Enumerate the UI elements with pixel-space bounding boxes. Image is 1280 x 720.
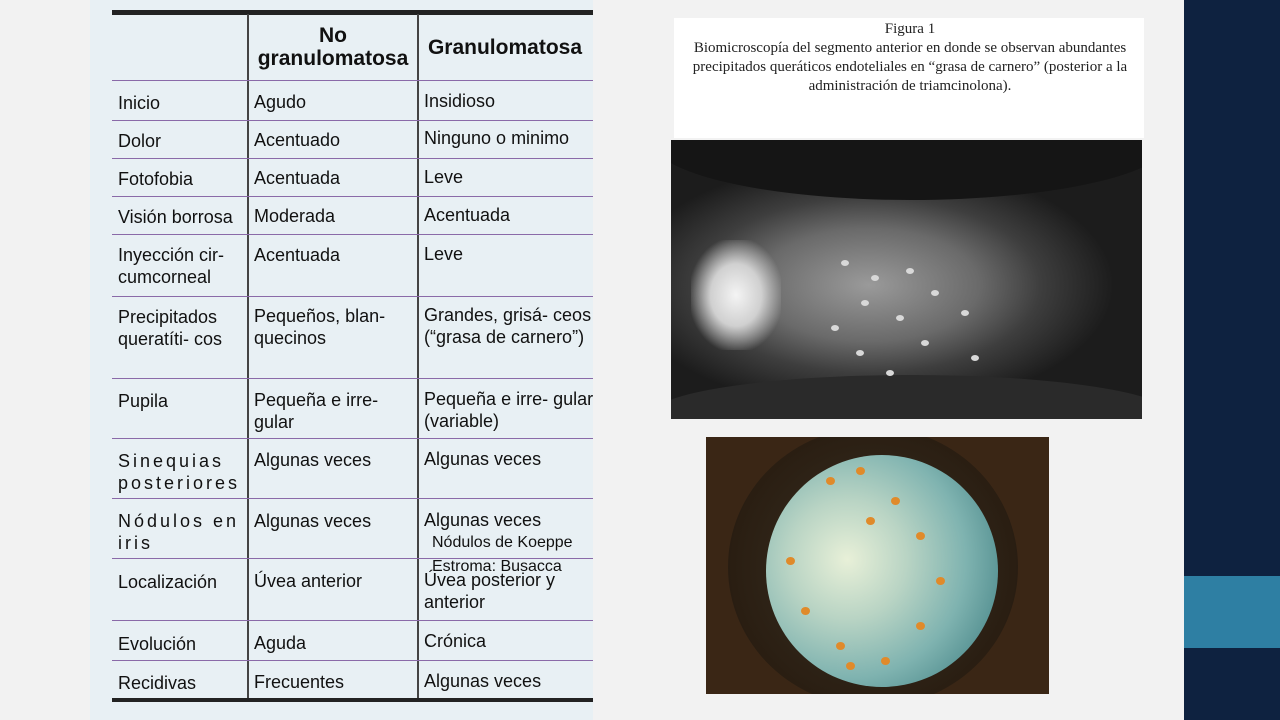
- table-row-divider: [112, 120, 593, 121]
- right-accent-block: [1184, 576, 1280, 648]
- figure-caption: [680, 20, 1140, 96]
- cell-no-gran: Acentuada: [254, 168, 341, 188]
- table-header-no-granulomatosa: No granulomatosa: [257, 24, 409, 70]
- label-koeppe-nodules: Nódulos de Koeppe: [432, 534, 573, 551]
- table-col-divider: [247, 14, 249, 698]
- table-row-divider: [112, 378, 593, 379]
- light-reflex: [691, 240, 781, 350]
- cell-gran: Algunas veces: [424, 449, 542, 469]
- row-label: Localización: [118, 572, 218, 592]
- cell-gran: Acentuada: [424, 205, 511, 225]
- cell-no-gran: Pequeños, blan- quecinos: [254, 306, 386, 348]
- iris-nodule: [916, 622, 925, 630]
- cell-no-gran: Moderada: [254, 206, 336, 226]
- table-row-divider: [112, 498, 593, 499]
- keratic-precipitate: [871, 275, 879, 281]
- table-row-divider: [112, 296, 593, 297]
- figure-title: Figura 1: [884, 21, 936, 37]
- iris-nodule: [786, 557, 795, 565]
- eye-photo-iris-nodules: [706, 437, 1049, 694]
- keratic-precipitate: [971, 355, 979, 361]
- cell-gran: Leve: [424, 244, 464, 264]
- table-row-divider: [112, 234, 593, 235]
- keratic-precipitate: [856, 350, 864, 356]
- table-row-divider: [112, 660, 593, 661]
- iris-nodule: [826, 477, 835, 485]
- iris-nodule: [846, 662, 855, 670]
- cell-no-gran: Acentuada: [254, 245, 341, 265]
- table-row-divider: [112, 620, 593, 621]
- keratic-precipitate: [831, 325, 839, 331]
- row-label: Inyección cir- cumcorneal: [118, 245, 225, 287]
- eye-photo-biomicroscopy: [671, 140, 1142, 419]
- iris-nodule: [801, 607, 810, 615]
- comparison-table: [90, 0, 593, 720]
- row-label: Nódulos en iris: [118, 511, 240, 553]
- cell-no-gran: Pequeña e irre- gular: [254, 390, 379, 432]
- iris-nodule: [866, 517, 875, 525]
- cell-no-gran: Acentuado: [254, 130, 341, 150]
- table-row-divider: [112, 438, 593, 439]
- row-label: Visión borrosa: [118, 207, 233, 227]
- cell-gran: Ninguno o minimo: [424, 128, 570, 148]
- table-row-divider: [112, 196, 593, 197]
- cell-no-gran: Algunas veces: [254, 511, 372, 531]
- table-top-rule: [112, 10, 593, 15]
- cell-gran: Crónica: [424, 631, 487, 651]
- label-busacca-stroma: Estroma: Busacca: [432, 558, 562, 575]
- row-label: Precipitados queratíti- cos: [118, 307, 223, 349]
- eyelid-shadow: [671, 140, 1142, 200]
- iris-nodule: [836, 642, 845, 650]
- cell-no-gran: Frecuentes: [254, 672, 345, 692]
- cell-no-gran: Úvea anterior: [254, 571, 363, 591]
- keratic-precipitate: [931, 290, 939, 296]
- row-label: Dolor: [118, 131, 162, 151]
- keratic-precipitate: [906, 268, 914, 274]
- table-bottom-rule: [112, 698, 593, 702]
- iris-nodule: [936, 577, 945, 585]
- keratic-precipitate: [921, 340, 929, 346]
- keratic-precipitate: [861, 300, 869, 306]
- row-label: Sinequias posteriores: [118, 451, 241, 493]
- iris-nodule: [881, 657, 890, 665]
- cell-gran: Úvea posterior y anterior: [424, 570, 556, 612]
- row-label: Pupila: [118, 391, 169, 411]
- row-label: Recidivas: [118, 673, 197, 693]
- cell-no-gran: Algunas veces: [254, 450, 372, 470]
- cell-gran: Insidioso: [424, 91, 496, 111]
- cornea-lens: [766, 455, 998, 687]
- table-header-granulomatosa: Granulomatosa: [427, 36, 583, 59]
- row-label: Inicio: [118, 93, 161, 113]
- cell-no-gran: Agudo: [254, 92, 307, 112]
- table-col-divider: [417, 14, 419, 698]
- keratic-precipitate: [841, 260, 849, 266]
- table-row-divider: [112, 158, 593, 159]
- figure-caption-text: Biomicroscopía del segmento anterior en donde se observan abundantes precipitados queráticos endoteliales en “grasa de carnero” (posterior a la administración de triamcinolona).: [692, 40, 1128, 94]
- cell-gran: Grandes, grisá- ceos (“grasa de carnero”): [424, 305, 592, 347]
- table-row-divider: [112, 80, 593, 81]
- cell-gran: Leve: [424, 167, 464, 187]
- keratic-precipitate: [961, 310, 969, 316]
- keratic-precipitate: [896, 315, 904, 321]
- row-label: Evolución: [118, 634, 197, 654]
- cell-no-gran: Aguda: [254, 633, 307, 653]
- iris-nodule: [856, 467, 865, 475]
- row-label: Fotofobia: [118, 169, 194, 189]
- keratic-precipitate: [886, 370, 894, 376]
- cell-gran: Algunas veces: [424, 671, 542, 691]
- iris-nodule: [916, 532, 925, 540]
- iris-nodule: [891, 497, 900, 505]
- lower-eyelid-shadow: [671, 375, 1142, 419]
- cell-gran: Pequeña e irre- gular (variable): [424, 389, 593, 431]
- cell-gran: Algunas veces: [424, 510, 542, 530]
